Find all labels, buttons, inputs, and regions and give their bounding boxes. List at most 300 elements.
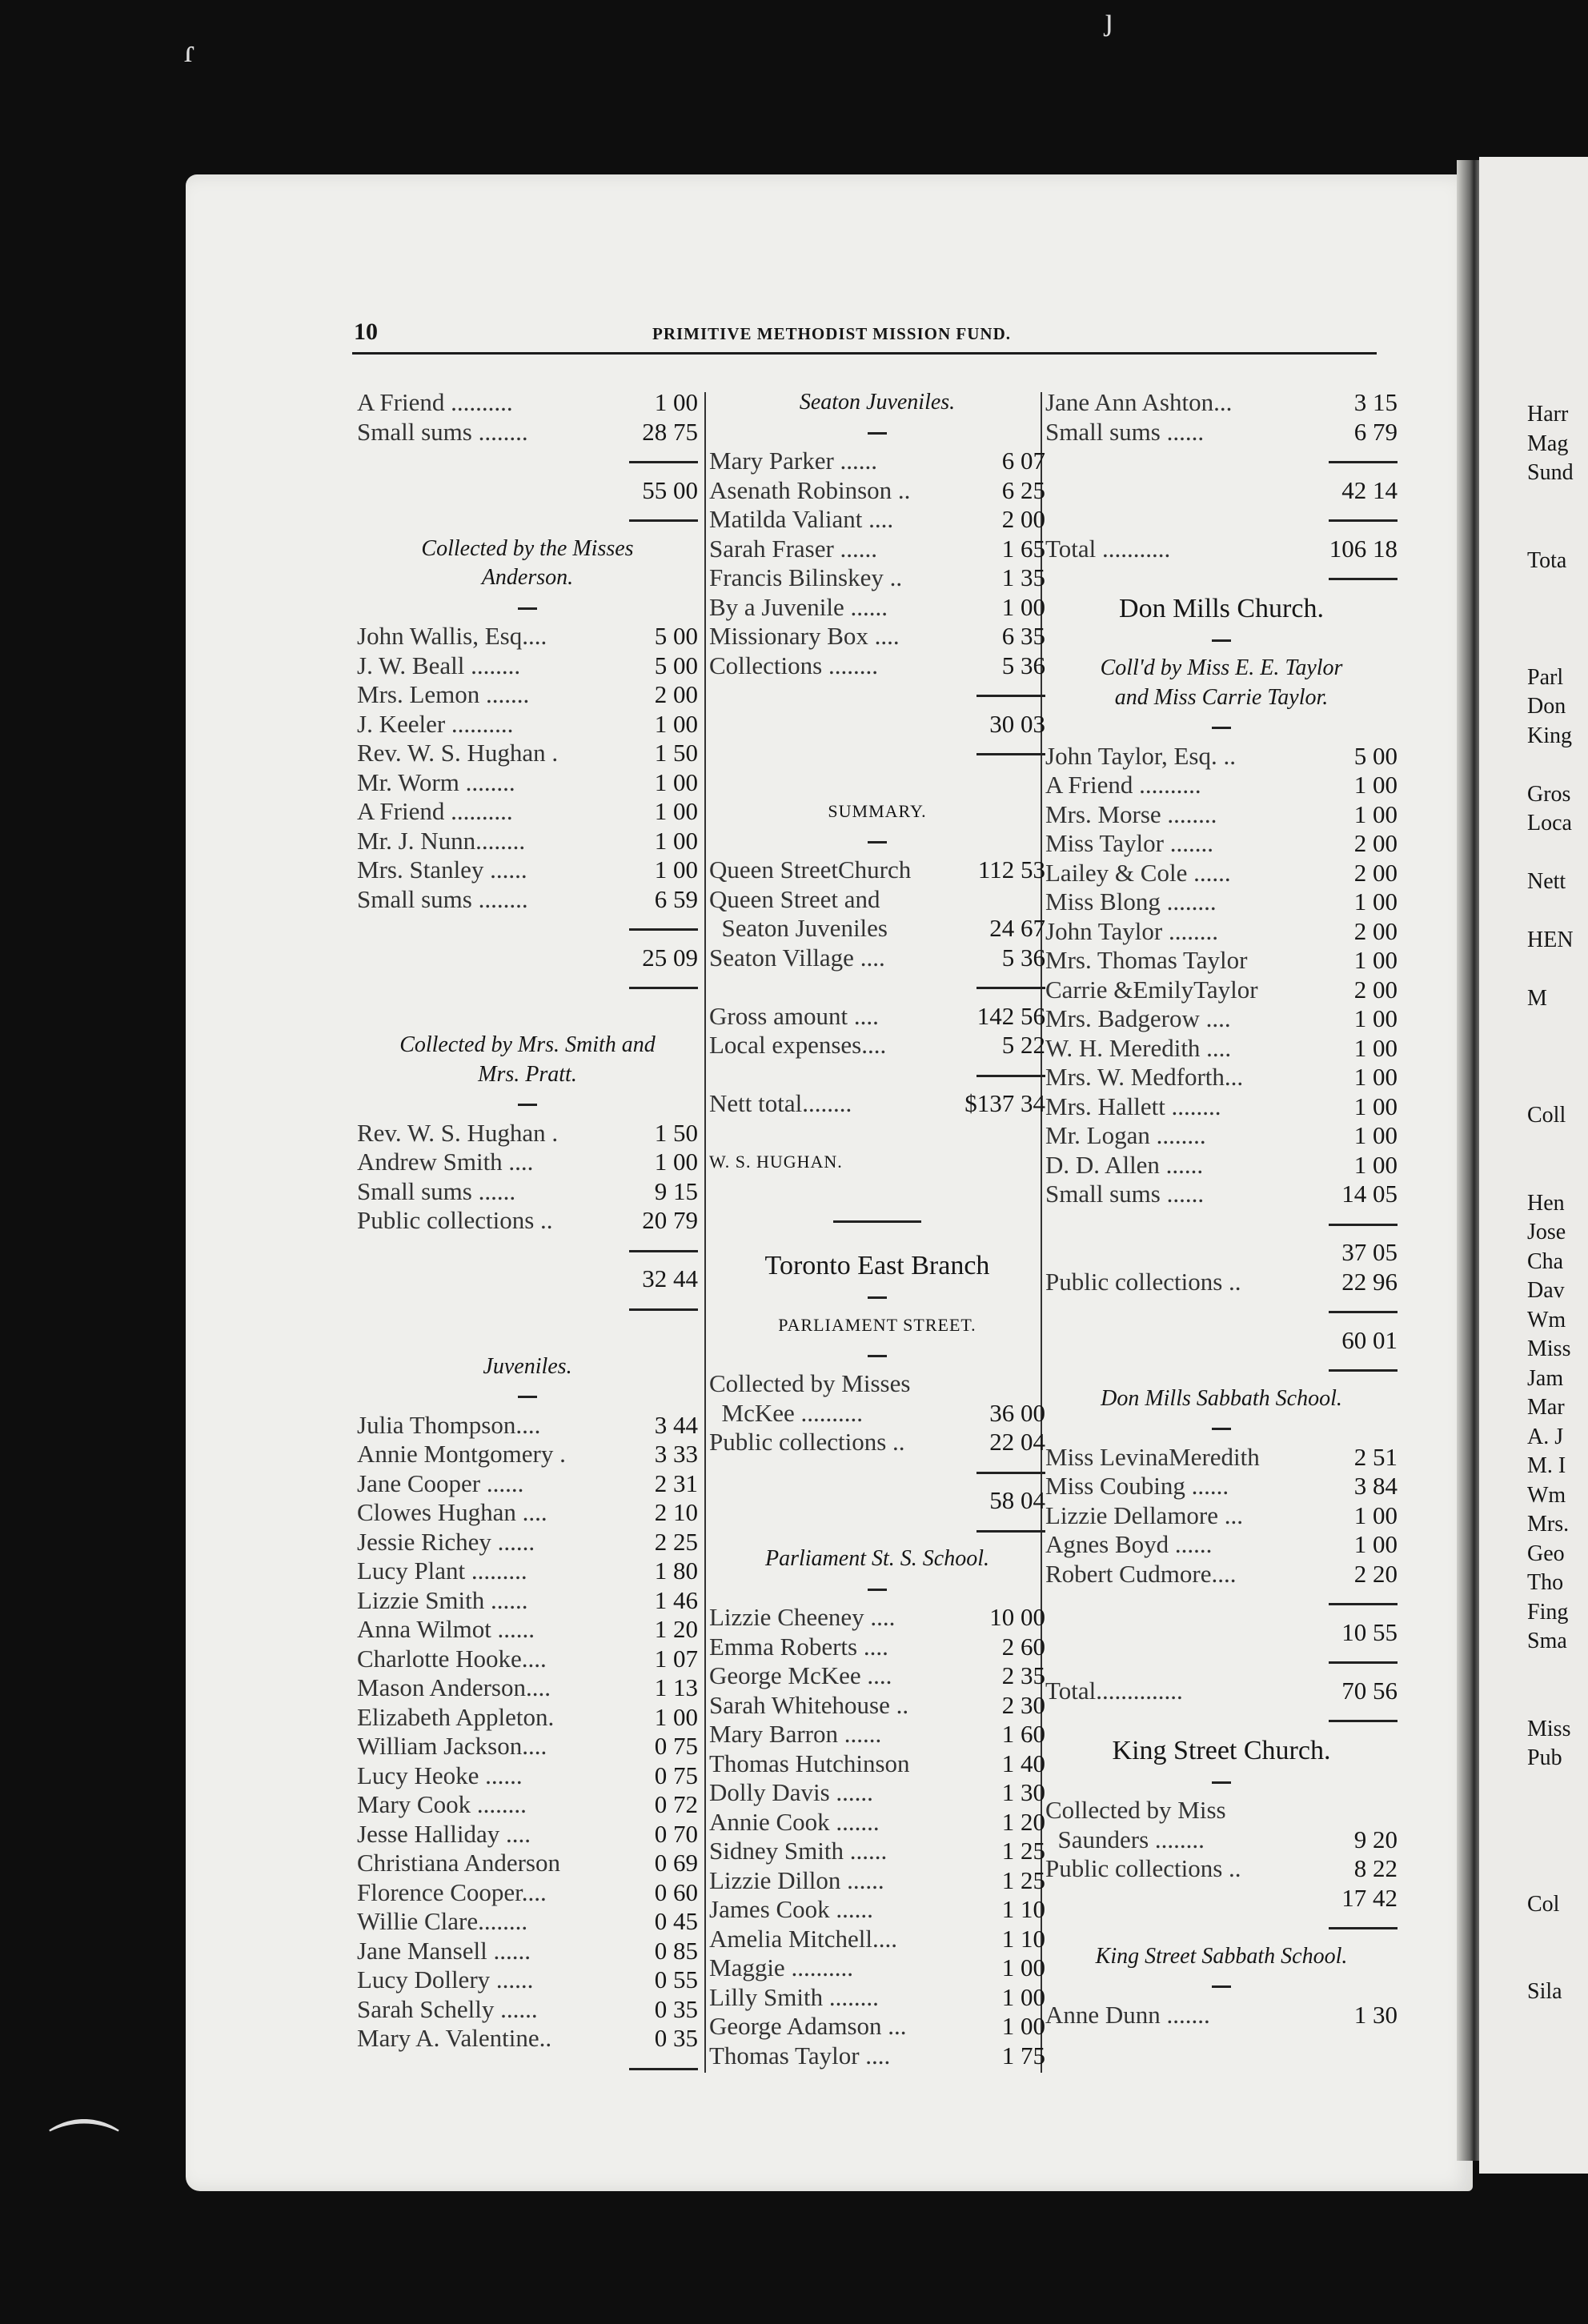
facing-page-fragment: Coll [1527, 1103, 1566, 1128]
subtotal: 25 09 [642, 943, 698, 972]
section-dash [709, 1574, 1045, 1604]
entry-amount: 1 07 [654, 1644, 698, 1673]
entry-name: James Cook ...... [709, 1895, 873, 1923]
entry-amount: 1 50 [654, 1118, 698, 1147]
facing-page-fragment: Parl [1527, 664, 1564, 690]
entry-name: Emma Roberts .... [709, 1632, 888, 1661]
ledger-entry [709, 1808, 1045, 1837]
subtotal: 55 00 [642, 475, 698, 504]
entry-amount: 106 18 [1329, 534, 1398, 563]
facing-page-fragment: Mrs. [1527, 1512, 1570, 1537]
facing-page-fragment: Sund [1527, 460, 1574, 485]
facing-page-fragment: Tho [1527, 1570, 1564, 1595]
entry-amount: 2 51 [1353, 1442, 1398, 1471]
section-heading: Collected by Mrs. Smith and [399, 1032, 656, 1057]
entry-name: Annie Montgomery . [357, 1440, 566, 1468]
spacer [709, 768, 1045, 798]
section-dash [357, 593, 698, 623]
entry-name: Queen Street and [709, 884, 880, 913]
ledger-entry [357, 1498, 698, 1528]
facing-page-fragment: Nett [1527, 869, 1566, 894]
ledger-entry [709, 1837, 1045, 1866]
ledger-entry [709, 1661, 1045, 1691]
facing-page-fragment: Harr [1527, 402, 1569, 427]
entry-name: Sarah Fraser ...... [709, 534, 878, 563]
entry-name: Willie Clare........ [357, 1907, 528, 1935]
sum-rule [1045, 1705, 1398, 1735]
entry-amount: 2 20 [1353, 1559, 1398, 1588]
entry-amount: 0 72 [654, 1790, 698, 1818]
entry-amount: 1 10 [1001, 1924, 1045, 1953]
entry-amount: 1 50 [654, 739, 698, 767]
section-dash [1045, 625, 1398, 655]
entry-name: Lailey & Cole ...... [1045, 858, 1231, 887]
entry-amount: 1 00 [1353, 946, 1398, 974]
entry-amount: 1 00 [1353, 1063, 1398, 1091]
section-dash [1045, 1413, 1398, 1443]
ledger-entry [1045, 1472, 1398, 1501]
entry-name: Thomas Taylor .... [709, 2041, 891, 2070]
ledger-entry [357, 1469, 698, 1499]
entry-name: Lizzie Cheeney .... [709, 1603, 896, 1631]
entry-amount: 1 25 [1001, 1865, 1045, 1894]
ledger-entry [709, 1603, 1045, 1633]
entry-name: Mr. J. Nunn........ [357, 826, 526, 855]
entry-name: Agnes Boyd ...... [1045, 1530, 1213, 1558]
ledger-entry [709, 476, 1045, 506]
entry-amount: 1 00 [1353, 1092, 1398, 1120]
entry-amount: 2 10 [654, 1498, 698, 1526]
subtotal: 10 55 [1341, 1617, 1398, 1646]
section-heading: Parliament St. S. School. [765, 1546, 989, 1571]
entry-name: Public collections .. [1045, 1854, 1241, 1882]
entry-amount: 0 60 [654, 1877, 698, 1906]
ledger-entry [1045, 1004, 1398, 1034]
section-dash [709, 1282, 1045, 1312]
ledger-entry [709, 2042, 1045, 2071]
entry-name: Sidney Smith ...... [709, 1837, 888, 1865]
entry-amount: 2 00 [1353, 975, 1398, 1004]
ledger-entry [357, 1411, 698, 1440]
entry-name: Miss LevinaMeredith [1045, 1442, 1260, 1471]
entry-amount: 20 79 [642, 1206, 698, 1234]
entry-amount: 1 00 [654, 767, 698, 796]
entry-amount: 1 00 [1001, 1953, 1045, 1981]
facing-page-fragment: M [1527, 986, 1547, 1011]
entry-name: Total ........... [1045, 534, 1171, 563]
entry-name: Mary Parker ...... [709, 447, 878, 475]
entry-amount: 5 22 [1001, 1031, 1045, 1059]
sum-rule [357, 1236, 698, 1265]
entry-amount: 142 56 [976, 1001, 1045, 1030]
entry-amount: 1 00 [1353, 1150, 1398, 1179]
sum-rule [357, 914, 698, 944]
entry-name: Christiana Anderson [357, 1849, 560, 1877]
entry-name: J. W. Beall ........ [357, 651, 521, 679]
entry-amount: 9 15 [654, 1176, 698, 1205]
entry-name: Missionary Box .... [709, 622, 900, 650]
entry-name: Dolly Davis ...... [709, 1778, 873, 1806]
ledger-entry [709, 2012, 1045, 2042]
entry-name: Collected by Misses [709, 1369, 911, 1397]
entry-amount: 1 00 [1353, 1004, 1398, 1032]
entry-name: Lucy Dollery ...... [357, 1965, 534, 1993]
entry-name: Thomas Hutchinson [709, 1749, 910, 1777]
entry-name: Total.............. [1045, 1676, 1183, 1705]
ledger-entry [709, 505, 1045, 535]
entry-amount: 36 00 [989, 1398, 1045, 1427]
ledger-entry [709, 1720, 1045, 1749]
facing-page-fragment: Wm [1527, 1307, 1566, 1332]
sum-rule [1045, 447, 1398, 476]
entry-name: Small sums ...... [1045, 417, 1205, 446]
section-heading: Don Mills Sabbath School. [1101, 1385, 1342, 1411]
entry-name: Elizabeth Appleton. [357, 1702, 555, 1731]
entry-name: D. D. Allen ...... [1045, 1150, 1204, 1179]
entry-name: Asenath Robinson .. [709, 475, 911, 504]
entry-amount: 1 00 [1353, 1501, 1398, 1529]
entry-amount: 1 00 [1353, 1033, 1398, 1062]
entry-name: Sarah Whitehouse .. [709, 1690, 909, 1719]
section-dash [709, 827, 1045, 856]
entry-amount: 6 25 [1001, 475, 1045, 504]
facing-page-fragment: Sma [1527, 1629, 1567, 1653]
entry-name: Seaton Village .... [709, 943, 885, 972]
ledger-entry [1045, 1092, 1398, 1122]
section-heading: Collected by the Misses [421, 535, 634, 561]
ledger-entry [709, 1866, 1045, 1896]
entry-name: A Friend .......... [357, 388, 513, 416]
entry-name: Small sums ...... [1045, 1180, 1205, 1208]
entry-amount: 22 96 [1341, 1267, 1398, 1296]
facing-page-fragment: Pub [1527, 1745, 1562, 1770]
sum-rule [1045, 1589, 1398, 1618]
entry-name: Lucy Plant ......... [357, 1557, 527, 1585]
entry-name: Lizzie Dellamore ... [1045, 1501, 1244, 1529]
entry-amount: 2 25 [654, 1527, 698, 1556]
entry-name: Julia Thompson.... [357, 1410, 541, 1439]
ledger-entry [709, 1089, 1045, 1119]
ledger-entry [1045, 1063, 1398, 1092]
facing-page-fragment: Fing [1527, 1599, 1569, 1625]
facing-page-fragment: HEN [1527, 928, 1574, 952]
ledger-entry [709, 1369, 1045, 1399]
ledger-column-1 [357, 388, 698, 2082]
entry-name: George Adamson ... [709, 2012, 907, 2040]
ledger-entry [357, 1907, 698, 1937]
sum-rule [357, 505, 698, 535]
section-heading: W. S. HUGHAN. [709, 1152, 843, 1172]
sum-rule [1045, 1913, 1398, 1942]
ledger-entry [1045, 1560, 1398, 1589]
facing-page-fragment: Jam [1527, 1365, 1564, 1391]
entry-amount: 1 20 [1001, 1807, 1045, 1836]
ledger-entry [357, 1965, 698, 1995]
ledger-entry [1045, 1530, 1398, 1560]
entry-amount: 5 36 [1001, 651, 1045, 679]
entry-name: Annie Cook ....... [709, 1807, 880, 1836]
facing-page-fragment: Wm [1527, 1482, 1566, 1508]
entry-amount: 5 00 [654, 651, 698, 679]
sum-rule [1045, 505, 1398, 535]
entry-amount: 5 00 [654, 622, 698, 650]
entry-amount: 0 69 [654, 1849, 698, 1877]
entry-name: Rev. W. S. Hughan . [357, 1118, 559, 1147]
ledger-entry [709, 593, 1045, 623]
ledger-entry [709, 885, 1045, 915]
entry-amount: 1 00 [654, 797, 698, 825]
entry-amount: 9 20 [1353, 1825, 1398, 1853]
ledger-column-2 [709, 388, 1045, 2070]
ledger-entry [709, 563, 1045, 593]
entry-name: McKee .......... [709, 1398, 863, 1427]
ledger-entry [357, 855, 698, 885]
ledger-entry [1045, 2001, 1398, 2030]
entry-amount: 0 45 [654, 1907, 698, 1935]
ledger-entry [357, 1177, 698, 1207]
ledger-entry [357, 1820, 698, 1849]
entry-name: Mrs. Thomas Taylor [1045, 946, 1248, 974]
ledger-column-3 [1045, 388, 1398, 2029]
entry-name: Lucy Heoke ...... [357, 1761, 523, 1789]
entry-name: Jessie Richey ...... [357, 1527, 535, 1556]
entry-amount: 22 04 [989, 1428, 1045, 1456]
sum-rule [709, 739, 1045, 768]
entry-amount: 0 35 [654, 1994, 698, 2023]
entry-amount: 1 00 [1353, 1530, 1398, 1558]
facing-page-fragment: Hen [1527, 1190, 1565, 1216]
entry-amount: 1 00 [654, 709, 698, 738]
facing-page-fragment: Gros [1527, 781, 1571, 807]
entry-name: Mary Barron ...... [709, 1720, 882, 1748]
spacer [357, 1002, 698, 1032]
ledger-entry [1045, 1443, 1398, 1473]
facing-page-fragment: Dav [1527, 1278, 1565, 1303]
ledger-entry [1045, 1501, 1398, 1531]
section-dash [709, 1206, 1045, 1236]
subtotal: 60 01 [1341, 1325, 1398, 1354]
entry-amount: 14 05 [1341, 1180, 1398, 1208]
entry-amount: 0 70 [654, 1819, 698, 1848]
ledger-entry [709, 1428, 1045, 1457]
ledger-entry [709, 535, 1045, 564]
entry-amount: 3 44 [654, 1410, 698, 1439]
ledger-entry [357, 1557, 698, 1586]
ledger-entry [357, 797, 698, 827]
entry-amount: 3 33 [654, 1440, 698, 1468]
entry-amount: 5 36 [1001, 943, 1045, 972]
subtotal: 42 14 [1341, 475, 1398, 504]
ledger-entry [357, 622, 698, 651]
section-heading: Anderson. [481, 565, 574, 590]
entry-name: J. Keeler .......... [357, 709, 514, 738]
sum-rule [709, 1516, 1045, 1545]
entry-amount: 1 20 [654, 1615, 698, 1643]
entry-amount: 70 56 [1341, 1676, 1398, 1705]
ledger-entry [357, 710, 698, 739]
page-number: 10 [354, 319, 378, 345]
ledger-entry [357, 1849, 698, 1878]
section-dash [1045, 1767, 1398, 1797]
entry-amount: 24 67 [989, 914, 1045, 942]
entry-name: Anna Wilmot ...... [357, 1615, 535, 1643]
entry-name: Public collections .. [1045, 1267, 1241, 1296]
ledger-entry [1045, 535, 1398, 564]
entry-name: Andrew Smith .... [357, 1148, 534, 1176]
entry-amount: 6 79 [1353, 417, 1398, 446]
ledger-entry [357, 739, 698, 768]
entry-amount: 6 07 [1001, 447, 1045, 475]
ledger-entry [709, 944, 1045, 973]
subtotal: 32 44 [642, 1264, 698, 1292]
entry-name: Miss Blong ........ [1045, 888, 1217, 916]
entry-amount: 1 00 [654, 855, 698, 884]
ledger-entry [357, 418, 698, 447]
facing-page-fragment: A. J [1527, 1424, 1564, 1449]
facing-page-fragment: M. I [1527, 1453, 1566, 1478]
sum-rule [1045, 1296, 1398, 1326]
entry-amount: 1 00 [1001, 1982, 1045, 2011]
ledger-entry [357, 1119, 698, 1148]
sum-rule [1045, 1647, 1398, 1677]
entry-amount: 1 00 [1001, 592, 1045, 621]
entry-name: W. H. Meredith .... [1045, 1033, 1232, 1062]
entry-amount: 1 00 [1353, 771, 1398, 799]
entry-name: Collected by Miss [1045, 1796, 1226, 1824]
ledger-entry [709, 1983, 1045, 2013]
entry-name: Matilda Valiant .... [709, 505, 894, 533]
entry-name: Small sums ........ [357, 884, 528, 913]
entry-name: Mrs. Stanley ...... [357, 855, 527, 884]
entry-amount: 1 60 [1001, 1720, 1045, 1748]
ledger-entry [357, 1673, 698, 1703]
entry-name: Jesse Halliday .... [357, 1819, 531, 1848]
entry-amount: 2 00 [654, 680, 698, 708]
entry-name: Mr. Logan ........ [1045, 1121, 1206, 1149]
scan-mark: ȷ [1105, 1, 1114, 37]
ledger-entry [1045, 859, 1398, 888]
entry-amount: 5 00 [1353, 741, 1398, 770]
entry-name: Mrs. W. Medforth... [1045, 1063, 1244, 1091]
sum-rule [1045, 1209, 1398, 1239]
entry-name: Small sums ........ [357, 417, 528, 446]
entry-name: Anne Dunn ....... [1045, 2000, 1210, 2029]
sum-rule [357, 2054, 698, 2083]
entry-name: Nett total........ [709, 1089, 852, 1117]
section-heading: Juveniles. [483, 1353, 572, 1379]
entry-name: Mrs. Badgerow .... [1045, 1004, 1231, 1032]
entry-amount: 1 75 [1001, 2041, 1045, 2070]
entry-name: Miss Taylor ....... [1045, 829, 1213, 857]
sum-rule [1045, 563, 1398, 593]
entry-amount: 1 00 [1001, 2012, 1045, 2040]
entry-amount: 3 84 [1353, 1472, 1398, 1500]
entry-name: Mary Cook ........ [357, 1790, 527, 1818]
ledger-entry [357, 388, 698, 418]
entry-amount: 1 13 [654, 1673, 698, 1701]
entry-amount: $137 34 [964, 1089, 1045, 1117]
entry-name: George McKee .... [709, 1661, 892, 1689]
ledger-entry [357, 1703, 698, 1733]
entry-name: Rev. W. S. Hughan . [357, 739, 559, 767]
facing-page-fragment: Mar [1527, 1395, 1565, 1420]
ledger-entry [709, 447, 1045, 476]
ledger-entry [1045, 1677, 1398, 1706]
ledger-entry [357, 827, 698, 856]
ledger-entry [357, 651, 698, 681]
ledger-entry [709, 1778, 1045, 1808]
entry-amount: 2 60 [1001, 1632, 1045, 1661]
entry-amount: 0 55 [654, 1965, 698, 1993]
section-dash [357, 1089, 698, 1119]
sum-rule [709, 972, 1045, 1002]
ledger-entry [357, 1732, 698, 1761]
ledger-entry [709, 1031, 1045, 1060]
section-heading: PARLIAMENT STREET. [778, 1315, 976, 1335]
ledger-entry [1045, 946, 1398, 976]
entry-amount: 1 65 [1001, 534, 1045, 563]
entry-amount: 2 00 [1353, 916, 1398, 945]
entry-name: John Wallis, Esq.... [357, 622, 547, 650]
entry-amount: 1 46 [654, 1585, 698, 1614]
entry-amount: 6 59 [654, 884, 698, 913]
entry-name: Clowes Hughan .... [357, 1498, 547, 1526]
facing-page-fragment: Col [1527, 1891, 1560, 1917]
scan-mark: ⌒ [48, 2117, 120, 2196]
ledger-entry [357, 1995, 698, 2025]
entry-name: Lizzie Smith ...... [357, 1585, 528, 1614]
ledger-entry [1045, 888, 1398, 917]
entry-name: Gross amount .... [709, 1001, 879, 1030]
ledger-entry [1045, 917, 1398, 947]
column-divider [704, 392, 706, 2073]
entry-amount: 1 30 [1353, 2000, 1398, 2029]
entry-name: Jane Cooper ...... [357, 1469, 524, 1497]
sum-rule [357, 972, 698, 1002]
facing-page-fragment: Miss [1527, 1336, 1571, 1361]
entry-amount: 6 35 [1001, 622, 1045, 650]
spacer [709, 1177, 1045, 1207]
entry-amount: 1 40 [1001, 1749, 1045, 1777]
ledger-entry [1045, 1854, 1398, 1884]
section-heading: Seaton Juveniles. [799, 390, 956, 415]
entry-amount: 0 75 [654, 1732, 698, 1760]
entry-amount: 1 80 [654, 1557, 698, 1585]
entry-name: Seaton Juveniles [709, 914, 888, 942]
entry-amount: 2 35 [1001, 1661, 1045, 1689]
entry-amount: 1 30 [1001, 1778, 1045, 1806]
entry-name: Jane Ann Ashton... [1045, 388, 1233, 416]
ledger-entry [709, 1953, 1045, 1983]
ledger-entry [709, 1749, 1045, 1779]
facing-page-fragment: Loca [1527, 811, 1572, 835]
facing-page-fragment: Tota [1527, 547, 1567, 573]
entry-amount: 1 00 [654, 388, 698, 416]
section-dash [709, 418, 1045, 447]
entry-name: Amelia Mitchell.... [709, 1924, 898, 1953]
ledger-entry [357, 2024, 698, 2054]
entry-amount: 1 00 [1353, 1121, 1398, 1149]
ledger-entry [357, 680, 698, 710]
facing-page-fragment: Cha [1527, 1248, 1564, 1274]
entry-name: A Friend .......... [1045, 771, 1201, 799]
entry-name: A Friend .......... [357, 797, 513, 825]
scan-mark: ɾ [184, 33, 195, 69]
ledger-entry [357, 1937, 698, 1966]
entry-amount: 2 00 [1001, 505, 1045, 533]
sum-rule [357, 1294, 698, 1324]
entry-name: Lilly Smith ........ [709, 1982, 879, 2011]
